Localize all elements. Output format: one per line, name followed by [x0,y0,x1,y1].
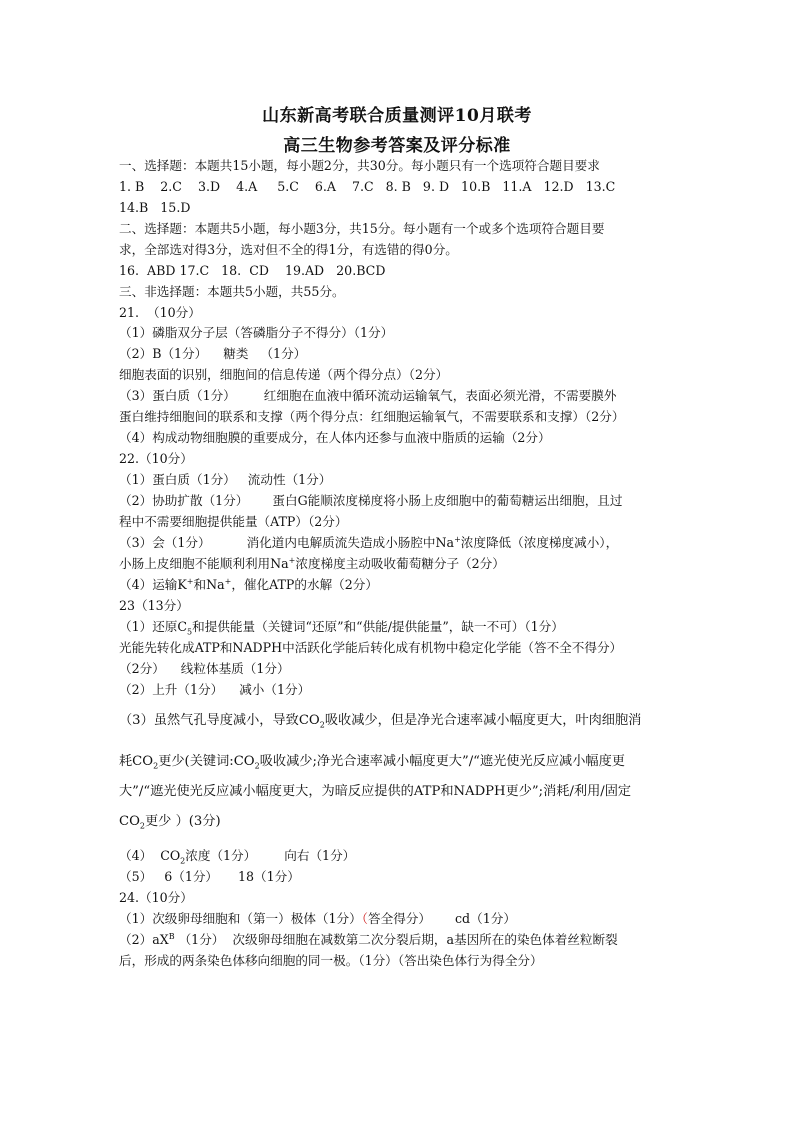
q22-heading: 22.（10分） [119,451,193,466]
q23-line5-part2: 吸收减少，但是净光合速率减小幅度更大，叶肉细胞消 [324,713,642,728]
q22-line6 [119,576,689,594]
section1-answers-line2: 14.B 15.D [119,200,191,215]
section3-heading: 三、非选择题：本题共5小题，共55分。 [119,284,345,299]
q21-line2: （2）B（1分） 糖类 （1分） [119,346,307,361]
q23-line4: （2）上升（1分） 减小（1分） [119,682,311,697]
section2-heading-line1: 二、选择题：本题共5小题，每小题3分，共15分。每小题有一个或多个选项符合题目要 [119,221,605,236]
q22-line5 [119,555,689,573]
document-title: 山东新高考联合质量测评10月联考 [262,106,532,126]
q22-line5-sup: + [288,555,296,565]
q22-line6-part2: 和Na [193,577,225,592]
q23-line8-part2: 更少 ）(3分) [145,814,221,829]
q23-line6-sub2: 2 [254,761,260,771]
q21-line1: （1）磷脂双分子层（答磷脂分子不得分）（1分） [119,325,394,340]
q23-line2: 光能先转化成ATP和NADPH中活跃化学能后转化成有机物中稳定化学能（答不全不得分） [119,640,623,655]
q22-line6-sup1: + [186,576,194,586]
q22-line6-part1: （4）运输K [119,577,187,592]
q21-line5: 蛋白维持细胞间的联系和支撑（两个得分点：红细胞运输氧气，不需要联系和支撑）（2分） [119,409,625,424]
q23-line6-part1: 耗CO [119,754,154,769]
q21-heading: 21. （10分） [119,305,201,320]
q24-line1-red-paren: （ [361,911,369,926]
q23-line8-part1: CO [119,814,140,829]
q22-line5-part2: 浓度梯度主动吸收葡萄糖分子（2分） [295,556,505,571]
q23-line6 [119,753,689,771]
q23-heading: 23（13分） [119,598,189,613]
q24-line1 [119,910,689,928]
q23-line9-part1: （4） CO [119,848,181,863]
q23-line6-part3: 吸收减少;净光合速率减小幅度更大”/“遮光使光反应减小幅度更 [259,754,625,769]
q23-line9-part2: 浓度（1分） 向右（1分） [185,848,356,863]
q21-line6: （4）构成动物细胞膜的重要成分，在人体内还参与血液中脂质的运输（2分） [119,430,551,445]
q23-line8-sub: 2 [139,821,145,831]
document-subtitle: 高三生物参考答案及评分标准 [283,136,511,156]
q23-line8 [119,813,689,831]
q23-line1-part1: （1）还原C [119,619,188,634]
section1-answers-line1: 1. B 2.C 3.D 4.A 5.C 6.A 7.C 8. B 9. D 10.B 11.A 12.D 13.C [119,179,616,194]
q24-line1-part1: （1）次级卵母细胞和（第一）极体（1分） [119,911,362,926]
section1-heading: 一、选择题：本题共15小题，每小题2分，共30分。每小题只有一个选项符合题目要求 [119,158,600,173]
q24-line2-part1: （2）aX [119,932,169,947]
q23-line1 [119,618,689,636]
q23-line6-sub1: 2 [153,761,159,771]
q24-line2-part2: （1分） 次级卵母细胞在减数第二次分裂后期，a基因所在的染色体着丝粒断裂 [174,932,618,947]
q23-line9-sub: 2 [180,856,186,866]
q23-line1-sub: 5 [187,627,193,637]
q24-heading: 24.（10分） [119,890,193,905]
q22-line1: （1）蛋白质（1分） 流动性（1分） [119,472,332,487]
q24-line2-sup: B [168,931,175,941]
q23-line5-part1: （3）虽然气孔导度减小，导致CO [119,713,320,728]
q24-line2 [119,931,689,949]
q22-line3: 程中不需要细胞提供能量（ATP）（2分） [119,514,348,529]
q22-line5-part1: 小肠上皮细胞不能顺利利用Na [119,556,289,571]
q22-line6-sup2: + [224,576,232,586]
q23-line10: （5） 6（1分） 18（1分） [119,869,300,884]
q22-line4-part1: （3）会（1分） 消化道内电解质流失造成小肠腔中Na [119,535,455,550]
q22-line4-sup: + [454,534,461,544]
q22-line4-part2: 浓度降低（浓度梯度减小）， [460,535,619,550]
q23-line6-part2: 更少(关键词:CO [158,754,255,769]
q23-line7: 大”/“遮光使光反应减小幅度更大，为暗反应提供的ATP和NADPH更少”;消耗/利用/固定 [119,784,632,799]
q21-line4: （3）蛋白质（1分） 红细胞在血液中循环流动运输氧气，表面必须光滑，不需要膜外 [119,388,617,403]
q22-line6-part3: ，催化ATP的水解（2分） [231,577,378,592]
q23-line9 [119,847,689,865]
section2-answers: 16. ABD 17.C 18. CD 19.AD 20.BCD [119,263,386,278]
q22-line2: （2）协助扩散（1分） 蛋白G能顺浓度梯度将小肠上皮细胞中的葡萄糖运出细胞，且过 [119,493,623,508]
section2-heading-line2: 求，全部选对得3分，选对但不全的得1分，有选错的得0分。 [119,242,458,257]
q24-line1-part2: 答全得分） cd（1分） [368,911,516,926]
q23-line1-part2: 和提供能量（关键词“还原”和“供能/提供能量”，缺一不可）（1分） [192,619,564,634]
q22-line4 [119,534,689,552]
q23-line5 [119,712,689,730]
q23-line5-sub: 2 [319,720,325,730]
q21-line3: 细胞表面的识别，细胞间的信息传递（两个得分点）（2分） [119,367,449,382]
q24-line3: 后，形成的两条染色体移向细胞的同一极。（1分）（答出染色体行为得全分） [119,953,543,968]
q23-line3: （2分） 线粒体基质（1分） [119,661,290,676]
